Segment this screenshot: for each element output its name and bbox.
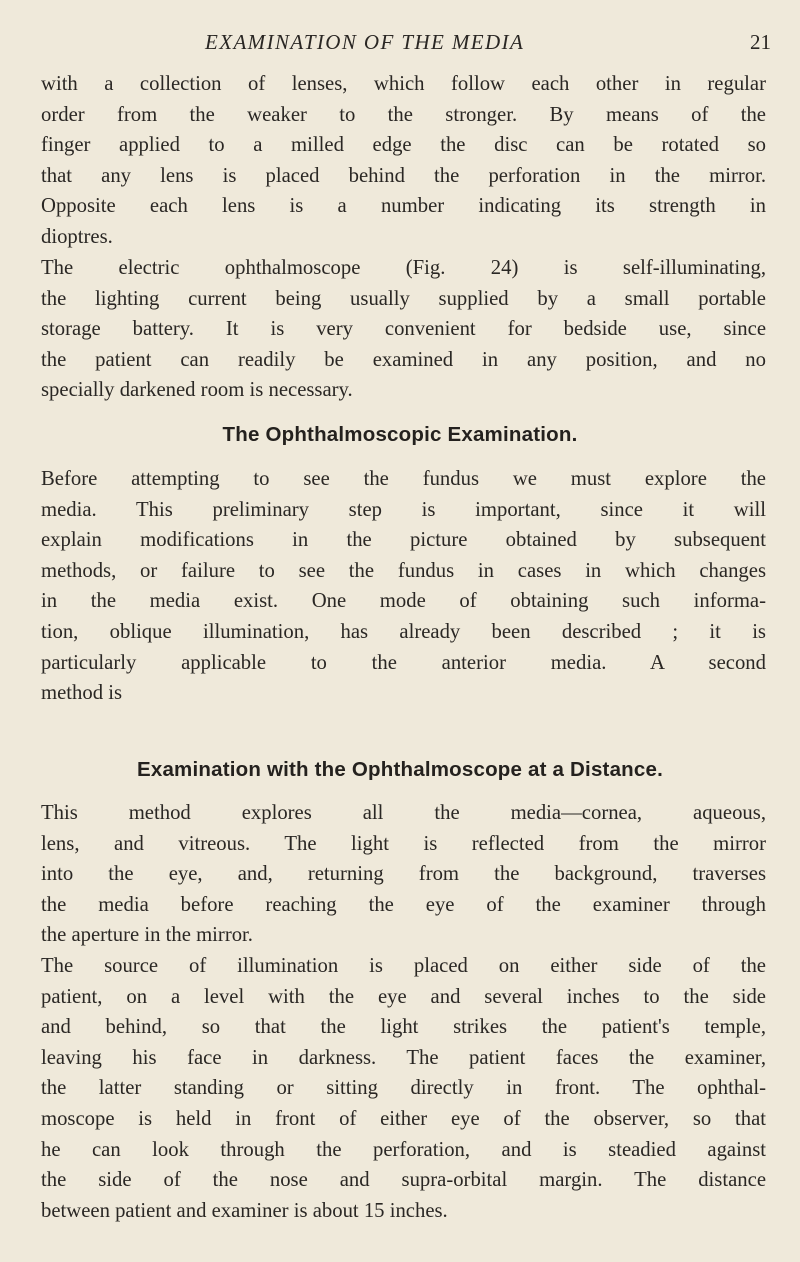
text-line: media. This preliminary step is important, since it will [41,498,766,521]
text-line: into the eye, and, returning from the background, traverses [41,863,766,886]
paragraph-source-of-illumination [41,951,766,1226]
paragraph-electric-ophthalmoscope [41,253,766,406]
text-line: patient, on a level with the eye and several inches to the side [41,985,766,1008]
section-heading-ophthalmoscopic-examination: The Ophthalmoscopic Examination. [222,423,578,446]
text-line: Before attempting to see the fundus we must explore the [41,468,766,490]
text-line: particularly applicable to the anterior media. A second [41,651,766,674]
text-line: dioptres. [41,225,113,248]
text-line: the latter standing or sitting directly in front. The ophthal- [41,1077,766,1100]
text-line: finger applied to a milled edge the disc can be rotated so [41,134,766,157]
text-line: he can look through the perforation, and is steadied against [41,1138,766,1161]
text-line: in the media exist. One mode of obtaining such informa- [41,590,766,613]
text-line: order from the weaker to the stronger. By means of the [41,103,766,126]
text-line: and behind, so that the light strikes the patient's temple, [41,1016,766,1039]
text-line: the media before reaching the eye of the examiner through [41,893,766,916]
text-line: tion, oblique illumination, has already been described ; it is [41,620,766,643]
page-number: 21 [750,30,771,54]
text-line: Opposite each lens is a number indicating its strength in [41,195,766,218]
text-line: This method explores all the media—cornea, aqueous, [41,802,766,824]
text-line: The source of illumination is placed on either side of the [41,955,766,977]
text-line: leaving his face in darkness. The patient faces the examiner, [41,1046,766,1069]
text-line: the aperture in the mirror. [41,924,253,947]
text-line: method is [41,682,123,705]
text-line: that any lens is placed behind the perforation in the mirror. [41,164,766,187]
running-head [0,30,800,60]
text-line: between patient and examiner is about 15 inches. [41,1199,448,1222]
text-line: the side of the nose and supra-orbital margin. The distance [41,1169,766,1192]
text-line: moscope is held in front of either eye of the observer, so that [41,1107,766,1130]
section-heading-examination-at-distance: Examination with the Ophthalmoscope at a Distance. [136,758,663,781]
text-line: storage battery. It is very convenient for bedside use, since [41,318,766,341]
text-line: The electric ophthalmoscope (Fig. 24) is self-illuminating, [41,257,766,279]
text-line: explain modifications in the picture obtained by subsequent [41,529,766,552]
paragraph-method-explores-media [41,798,766,951]
text-line: methods, or failure to see the fundus in cases in which changes [41,559,766,582]
text-line: lens, and vitreous. The light is reflected from the mirror [41,832,766,855]
running-title: EXAMINATION OF THE MEDIA [205,30,525,54]
text-line: specially darkened room is necessary. [41,379,353,402]
text-line: with a collection of lenses, which follow each other in regular [41,73,766,95]
paragraph-explore-media [41,464,766,709]
paragraph-lens-disc [41,69,766,253]
text-line: the lighting current being usually supplied by a small portable [41,287,766,310]
text-line: the patient can readily be examined in any position, and no [41,348,766,371]
